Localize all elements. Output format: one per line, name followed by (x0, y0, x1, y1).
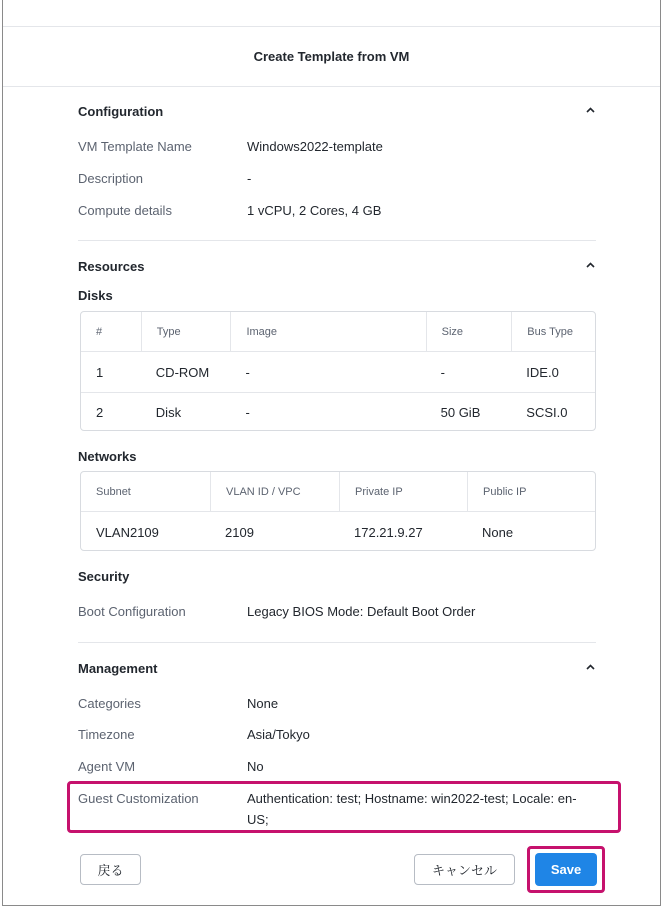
table-cell: 2109 (225, 524, 254, 540)
timezone-label: Timezone (78, 727, 135, 742)
column-header: Public IP (467, 472, 595, 511)
table-cell: None (482, 524, 514, 540)
security-title: Security (78, 569, 130, 584)
column-header: Subnet (96, 485, 131, 498)
table-cell: - (245, 364, 250, 380)
boot-configuration-value: Legacy BIOS Mode: Default Boot Order (247, 604, 476, 619)
timezone-value: Asia/Tokyo (247, 727, 310, 742)
description-value: - (247, 171, 252, 186)
column-header: # (96, 325, 103, 338)
disks-table-header (81, 312, 595, 352)
resources-section-title: Resources (78, 259, 145, 274)
description-label: Description (78, 171, 144, 186)
networks-title: Networks (78, 449, 137, 464)
column-header: Image (230, 312, 425, 351)
modal-header (3, 27, 660, 87)
configuration-collapse-chevron-up-icon[interactable] (584, 104, 596, 116)
vm-template-name-label: VM Template Name (78, 139, 192, 154)
section-divider (78, 240, 596, 241)
table-cell: - (245, 405, 250, 420)
table-cell: IDE.0 (526, 364, 559, 380)
table-cell: 50 GiB (440, 405, 481, 420)
column-header: Type (141, 312, 231, 351)
agent-vm-value: No (247, 759, 264, 774)
table-cell: Disk (155, 405, 182, 420)
agent-vm-label: Agent VM (78, 759, 136, 774)
back-button[interactable]: 戻る (80, 854, 141, 885)
compute-details-value: 1 vCPU, 2 Cores, 4 GB (247, 203, 382, 218)
table-cell: 172.21.9.27 (354, 524, 423, 540)
compute-details-label: Compute details (78, 203, 172, 218)
management-section-title: Management (78, 661, 158, 676)
categories-value: None (247, 696, 279, 711)
table-cell: VLAN2109 (96, 524, 159, 540)
table-row (81, 512, 595, 551)
guest-customization-label: Guest Customization (78, 791, 199, 806)
disks-table (80, 311, 596, 431)
table-cell: CD-ROM (155, 364, 210, 380)
table-cell: 2 (96, 405, 104, 420)
modal-title: Create Template from VM (253, 49, 410, 64)
configuration-section-title: Configuration (78, 104, 164, 119)
table-cell: - (440, 364, 445, 380)
disks-title: Disks (78, 288, 113, 303)
table-cell: 1 (96, 364, 104, 380)
management-collapse-chevron-up-icon[interactable] (584, 661, 596, 673)
table-cell: SCSI.0 (526, 405, 568, 420)
save-button[interactable]: Save (535, 853, 597, 886)
table-row (81, 392, 595, 431)
networks-table (80, 471, 596, 551)
column-header: VLAN ID / VPC (210, 472, 339, 511)
guest-customization-highlight (67, 781, 621, 833)
table-row (81, 352, 595, 392)
resources-collapse-chevron-up-icon[interactable] (584, 259, 596, 271)
column-header: Size (426, 312, 512, 351)
guest-customization-value-line1: Authentication: test; Hostname: win2022-test; Locale: en- (247, 791, 577, 806)
column-header: Bus Type (511, 312, 595, 351)
section-divider (78, 642, 596, 643)
networks-table-header (81, 472, 595, 512)
cancel-button[interactable]: キャンセル (414, 854, 515, 885)
categories-label: Categories (78, 696, 141, 711)
column-header: Private IP (339, 472, 467, 511)
boot-configuration-label: Boot Configuration (78, 604, 186, 619)
guest-customization-value-line2: US; (247, 812, 269, 827)
vm-template-name-value: Windows2022-template (247, 139, 383, 154)
